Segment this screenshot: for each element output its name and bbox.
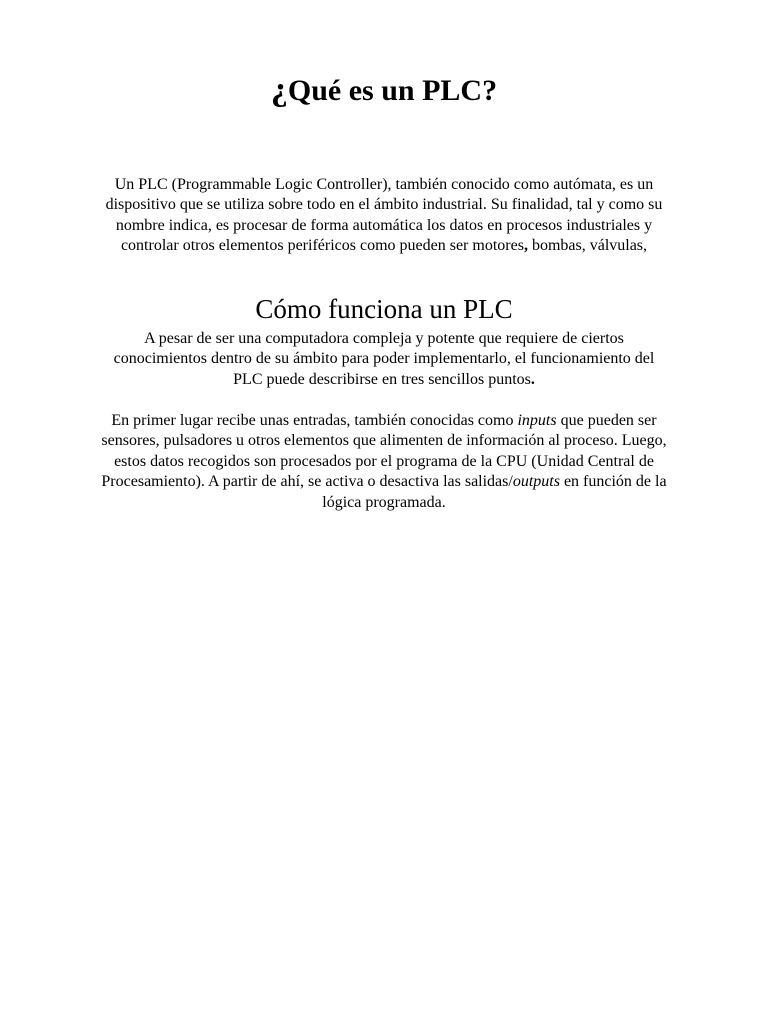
section-paragraph-period: .: [530, 370, 535, 388]
process-part3: en función de la lógica programada.: [322, 473, 667, 511]
intro-tail: bombas, válvulas,: [527, 237, 648, 255]
inputs-term: inputs: [517, 412, 557, 429]
section-heading: Cómo funciona un PLC: [255, 294, 513, 324]
outputs-term: outputs: [512, 473, 560, 491]
process-part1: En primer lugar recibe unas entradas, también conocidas como: [111, 412, 518, 429]
intro-comma: ,: [523, 237, 528, 255]
process-part2: que pueden ser sensores, pulsadores u otros elementos que alimenten de información al proceso. Luego, estos datos recogidos son procesados por el programa de la CPU (Unidad Central de Procesamiento). A partir de ahí, se activa o desactiva las salidas/: [101, 412, 667, 491]
document-title: [0, 72, 768, 109]
process-paragraph: [100, 411, 668, 513]
section-paragraph-text: A pesar de ser una computadora compleja y potente que requiere de ciertos conocimientos dentro de su ámbito para poder implementarlo, el funcionamiento del PLC puede describirse en tres sencillos puntos: [113, 330, 655, 388]
title-inverted-question-mark: ¿: [270, 71, 288, 108]
title-text: Qué es un PLC?: [287, 74, 498, 107]
intro-paragraph: [100, 175, 668, 257]
section-paragraph: [110, 329, 658, 390]
intro-text: Un PLC (Programmable Logic Controller), también conocido como autómata, es un dispositivo que se utiliza sobre todo en el ámbito industrial. Su finalidad, tal y como su nombre indica, es procesar de forma automática los datos en procesos industriales y controlar otros elementos periféricos como pueden ser motores: [105, 176, 663, 255]
